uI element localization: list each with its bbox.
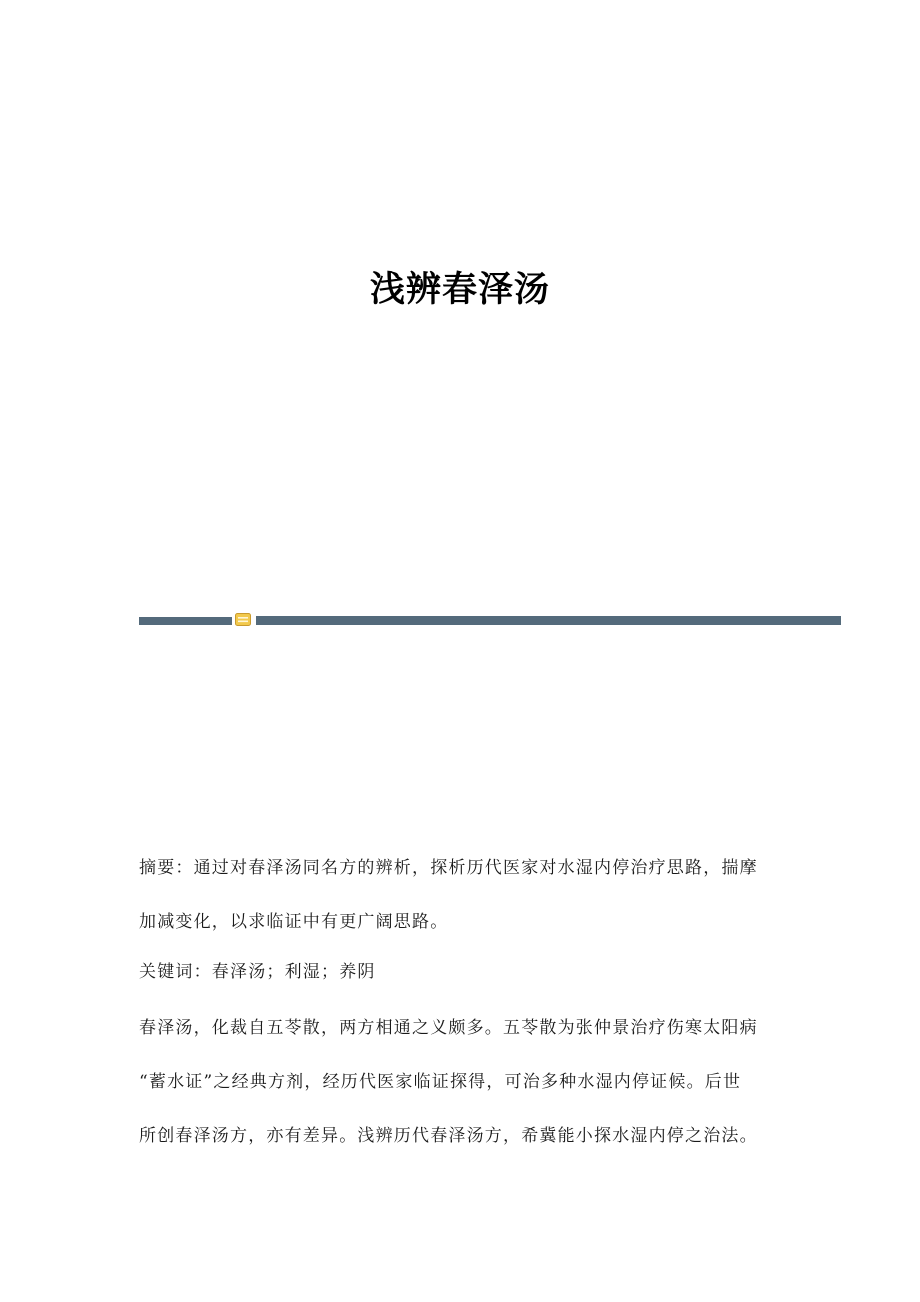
divider-bar-right — [256, 616, 841, 625]
abstract-paragraph — [139, 841, 779, 949]
keywords-line: 关键词：春泽汤；利湿；养阴 — [139, 962, 376, 982]
abstract-line-2: 加减变化，以求临证中有更广阔思路。 — [139, 912, 449, 932]
abstract-line-1: 摘要：通过对春泽汤同名方的辨析，探析历代医家对水湿内停治疗思路，揣摩 — [139, 858, 758, 878]
divider-bar-left — [139, 617, 232, 625]
section-divider — [139, 610, 841, 630]
keywords-paragraph — [139, 945, 779, 999]
body-line-1: 春泽汤，化裁自五苓散，两方相通之义颇多。五苓散为张仲景治疗伤寒太阳病 — [139, 1018, 758, 1038]
divider-emblem-icon — [235, 613, 251, 626]
body-paragraph — [139, 1001, 779, 1163]
body-line-2: “蓄水证”之经典方剂，经历代医家临证探得，可治多种水湿内停证候。后世 — [139, 1072, 742, 1092]
document-title: 浅辨春泽汤 — [369, 269, 550, 310]
body-line-3: 所创春泽汤方，亦有差异。浅辨历代春泽汤方，希冀能小探水湿内停之治法。 — [139, 1126, 758, 1146]
